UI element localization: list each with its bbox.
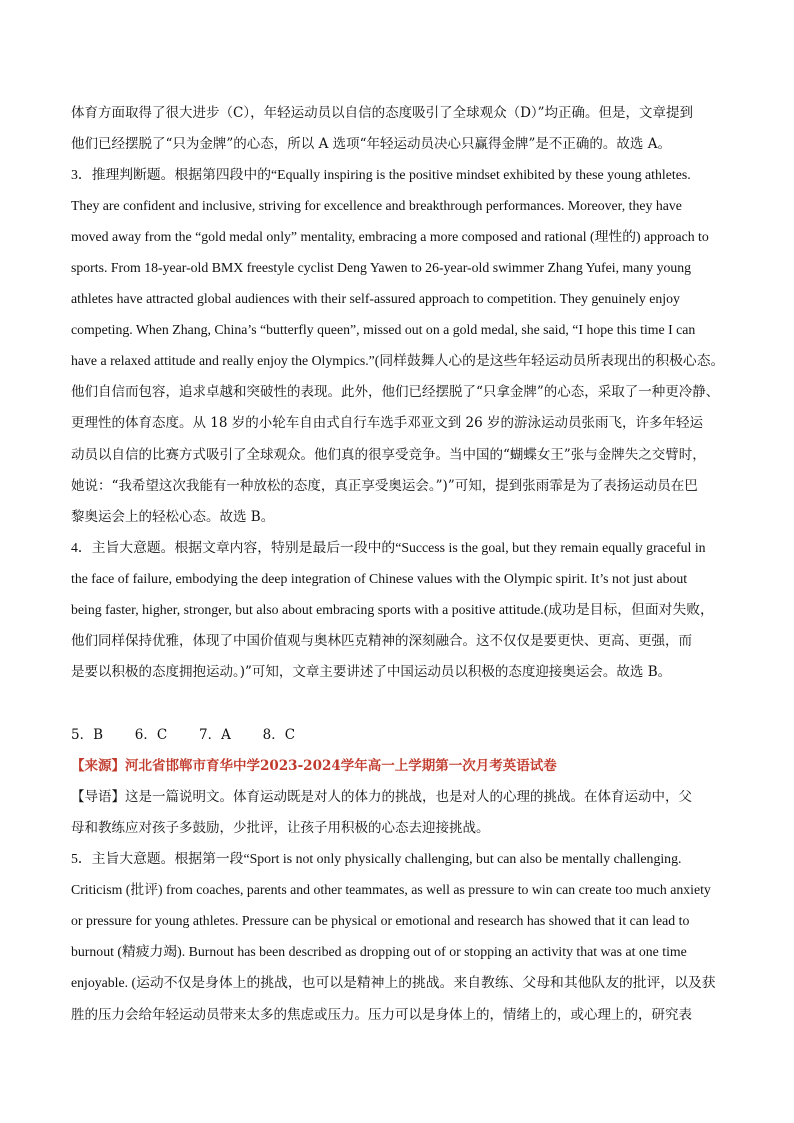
text-line: moved away from the “gold medal only” mentality, embracing a more composed and rational (理性的) approach to [71, 229, 709, 244]
text-line: 母和教练应对孩子多鼓励，少批评，让孩子用积极的心态去迎接挑战。 [71, 820, 490, 836]
lead-text: 这是一篇说明文。体育运动既是对人的体力的挑战，也是对人的心理的挑战。在体育运动中，父 [125, 789, 692, 805]
lead-paragraph [71, 787, 733, 807]
text-line: 动员以自信的比赛方式吸引了全球观众。他们真的很享受竞争。当中国的“蝴蝶女王”张与金牌失之交臂时， [71, 447, 706, 463]
text-line: 胜的压力会给年轻运动员带来太多的焦虑或压力。压力可以是身体上的，情绪上的，或心理上的，研究表 [71, 1007, 692, 1023]
text-line: have a relaxed attitude and really enjoy the Olympics.”(同样鼓舞人心的是这些年轻运动员所表现出的积极心态。 [71, 353, 725, 368]
text-line: 5．主旨大意题。根据第一段“Sport is not only physically challenging, but can also be mentally challenging. [71, 851, 682, 866]
text-line: 4．主旨大意题。根据文章内容，特别是最后一段中的“Success is the goal, but they remain equally graceful in [71, 540, 706, 555]
text-line: 他们已经摆脱了“只为金牌”的心态，所以 A 选项“年轻运动员决心只赢得金牌”是不正确的。故选 A。 [71, 136, 671, 152]
text-line: They are confident and inclusive, striving for excellence and breakthrough performances. Moreover, they have [71, 198, 682, 213]
text-line: being faster, higher, stronger, but also about embracing sports with a positive attitude.(成功是目标，但面对失败， [71, 602, 714, 617]
answer-key: 5．B 6．C 7．A 8．C [71, 727, 296, 743]
text-line: Criticism (批评) from coaches, parents and other teammates, as well as pressure to win can create too much anxiety [71, 882, 711, 897]
text-line: sports. From 18-year-old BMX freestyle cyclist Deng Yawen to 26-year-old swimmer Zhang Yufei, many young [71, 260, 692, 275]
text-line: the face of failure, embodying the deep integration of Chinese values with the Olympic spirit. It’s not just about [71, 571, 688, 586]
text-line: burnout (精疲力竭). Burnout has been described as dropping out of or stopping an activity that was at one time [71, 944, 687, 959]
lead-tag: 【导语】 [71, 789, 125, 805]
text-line: 体育方面取得了很大进步（C），年轻运动员以自信的态度吸引了全球观众（D）”均正确。但是，文章提到 [71, 105, 694, 121]
text-line: 他们同样保持优雅，体现了中国价值观与奥林匹克精神的深刻融合。这不仅仅是要更快、更高、更强，而 [71, 633, 692, 649]
text-line: 黎奥运会上的轻松心态。故选 B。 [71, 509, 275, 525]
source-heading: 【来源】河北省邯郸市育华中学2023-2024学年高一上学期第一次月考英语试卷 [71, 758, 557, 774]
text-line: athletes have attracted global audiences with their self-assured approach to competition. They genuinely enjoy [71, 291, 680, 306]
text-line: 她说：“我希望这次我能有一种放松的态度，真正享受奥运会。”)”可知，提到张雨霏是为了表扬运动员在巴 [71, 478, 698, 494]
text-line: 3．推理判断题。根据第四段中的“Equally inspiring is the positive mindset exhibited by these young athletes. [71, 167, 691, 182]
text-line: enjoyable. (运动不仅是身体上的挑战，也可以是精神上的挑战。来自教练、父母和其他队友的批评，以及获 [71, 975, 716, 990]
text-line: competing. When Zhang, China’s “butterfly queen”, missed out on a gold medal, she said, “I hope this time I can [71, 322, 696, 337]
text-line: 他们自信而包容，追求卓越和突破性的表现。此外，他们已经摆脱了“只拿金牌”的心态，采取了一种更冷静、 [71, 384, 720, 400]
text-line: or pressure for young athletes. Pressure can be physical or emotional and research has showed that it can lead to [71, 913, 690, 928]
text-line: 更理性的体育态度。从 18 岁的小轮车自由式自行车选手邓亚文到 26 岁的游泳运动员张雨飞，许多年轻运 [71, 415, 704, 431]
text-line: 是要以积极的态度拥抱运动。)”可知，文章主要讲述了中国运动员以积极的态度迎接奥运会。故选 B。 [71, 664, 672, 680]
